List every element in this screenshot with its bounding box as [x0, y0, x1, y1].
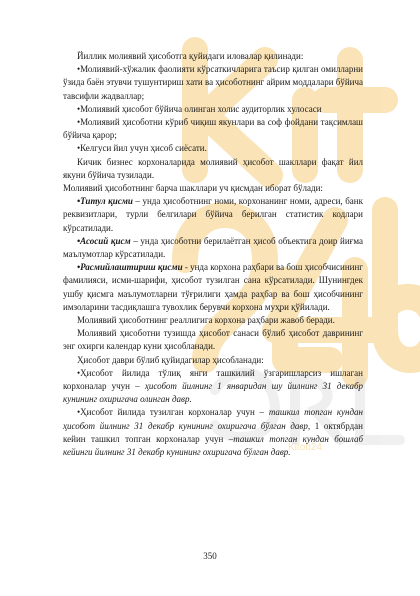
paragraph-text: Молиявий ҳисоботнинг барча шакллари уч қисмдан иборат бўлади: [63, 183, 323, 194]
paragraph-text: – унда ҳисоботни берилаётган ҳисоб объектига доир йиғма маълумотлар кўрсатилади. [63, 235, 363, 260]
paragraph [63, 314, 363, 327]
page-number: 350 [203, 551, 217, 561]
paragraph-text: •Молиявий ҳисобот бўйича олинган холис аудиторлик хулосаси [77, 103, 322, 114]
watermark-label: Kitob24 [288, 442, 322, 453]
paragraph [63, 182, 363, 195]
paragraph-text: •Молиявий-хўжалик фаолияти кўрсаткичларига таъсир қилган омилларни ўзида баён этувчи тушунтириш хати ва ҳисоботнинг айрим моддалари бўйича тавсифли жадваллар; [63, 64, 363, 101]
paragraph-text: •Молиявий ҳисоботни кўриб чиқиш якунлари ва соф фойдани тақсимлаш бўйича қарор; [63, 117, 363, 141]
paragraph-text: Ҳисобот даври бўлиб қуйидагилар ҳисобланади: [77, 354, 264, 365]
paragraph [63, 156, 363, 182]
paragraph-text: - унда корхона раҳбари ва бош ҳисобчисининг фамилияси, исми-шарифи, ҳисобот тузилган сана кўрсатилади. Шунингдек ушбу қисмга маълумотларни тўғрилиги ҳамда раҳбар ва бош ҳисобчининг имзоларини тасдиқлашга тувохлик берувчи корхона муҳри қўйилади. [63, 262, 363, 312]
paragraph [63, 406, 363, 459]
paragraph [63, 50, 363, 63]
paragraph-text: •Ҳисобот йилида тузилган корхоналар учун – [77, 407, 269, 418]
paragraph [63, 103, 363, 116]
paragraph [63, 235, 363, 261]
paragraph-heading: •Расмийлаштириш қисми [77, 262, 183, 273]
paragraph-heading: •Титул қисми [77, 196, 133, 207]
paragraph-text: Молиявий ҳисоботни тузишда ҳисобот санаси бўлиб ҳисобот даврининг энг охирги календар куни ҳисобланади. [63, 328, 363, 352]
paragraph-text: Кичик бизнес корхоналарида молиявий ҳисобот шакллари фақат йил якуни бўйича тузилади. [63, 156, 363, 180]
paragraph [63, 354, 363, 367]
paragraph [63, 63, 363, 103]
paragraph-text: Молиявий ҳисоботнинг реаллигига корхона раҳбари жавоб беради. [77, 315, 335, 326]
paragraph [63, 142, 363, 155]
paragraph [63, 261, 363, 314]
paragraph-text: ташкил топган кундан ҳисобот йилнинг 31 декабр кунининг охиригача бўлган давр [63, 407, 364, 431]
paragraph-text: Йиллик молиявий ҳисоботга қуйидаги иловалар қилинади: [77, 51, 304, 61]
paragraph-heading: •Асосий қисм [77, 235, 131, 246]
paragraph-text: ҳисобот йилнинг 1 январидан шу йилнинг 31 декабр кунининг охиригача олинган давр. [63, 381, 363, 405]
paragraph [63, 195, 363, 235]
paragraph-text: •Ҳисобот йилида тўлиқ янги ташкилий ўзгаришларсиз ишлаган корхоналар учун – [63, 367, 363, 392]
document-body [63, 50, 363, 459]
paragraph [63, 116, 363, 142]
paragraph-text: ташкил топган кундан бошлаб кейинги йилнинг 31 декабр кунининг охиригача бўлган давр. [63, 433, 363, 458]
paragraph-text: – унда ҳисоботнинг номи, корхонанинг номи, адреси, банк реквизитлари, турли белгилари бўйича берилган статистик кодлари кўрсатилади. [63, 196, 363, 233]
paragraph-text: , 1 октябрдан кейин ташкил топган корхоналар учун – [63, 420, 363, 444]
paragraph [63, 367, 363, 407]
paragraph-text: •Келгуси йил учун ҳисоб сиёсати. [77, 143, 207, 154]
paragraph [63, 327, 363, 353]
